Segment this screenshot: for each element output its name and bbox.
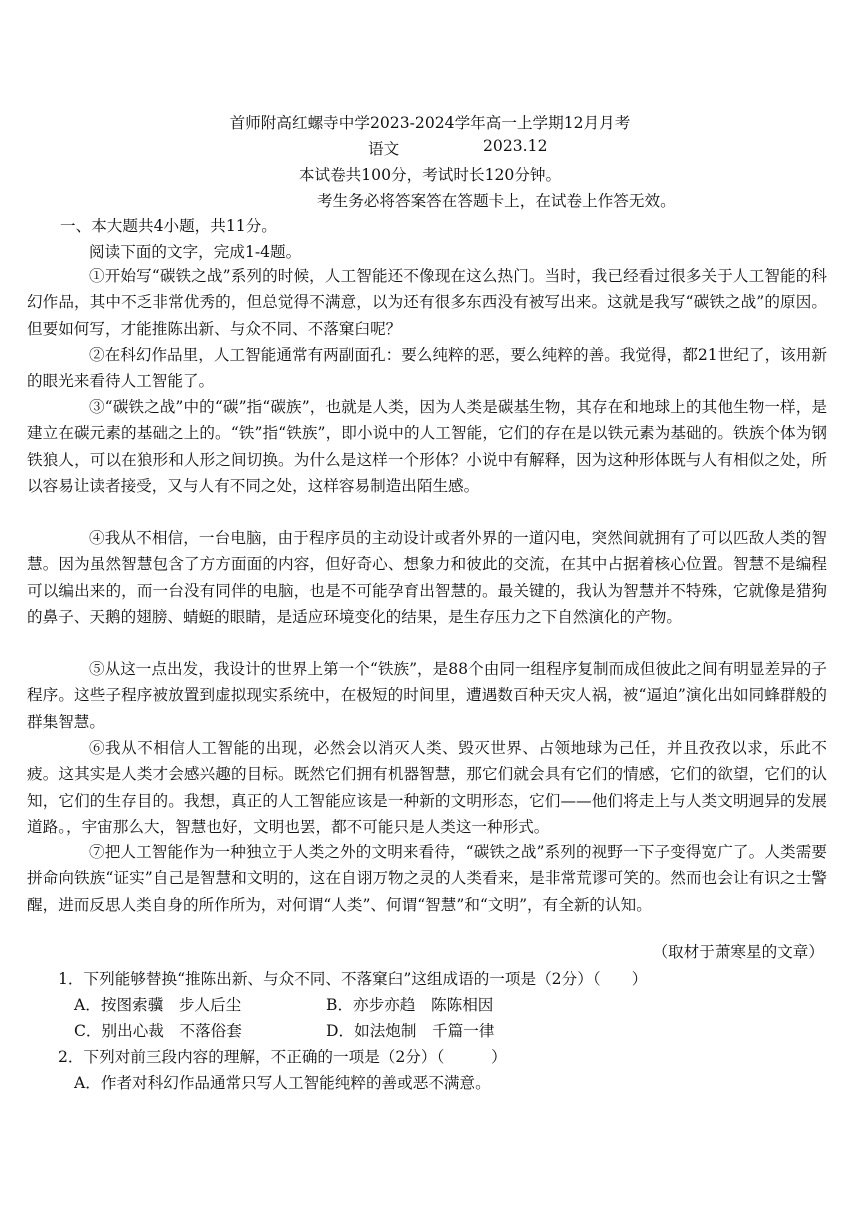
passage-paragraph-1: ①开始写“碳铁之战”系列的时候，人工智能还不像现在这么热门。当时，我已经看过很多关于人工智能的科幻作品，其中不乏非常优秀的，但总觉得不满意，以为还有很多东西没有被写出来。这就是我写“碳铁之战”的原因。但要如何写，才能推陈出新、与众不同、不落窠臼呢？ (27, 267, 827, 338)
passage-paragraph-6: ⑥我从不相信人工智能的出现，必然会以消灭人类、毁灭世界、占领地球为己任，并且孜孜以求，乐此不疲。这其实是人类才会感兴趣的目标。既然它们拥有机器智慧，那它们就会具有它们的情感，它们的欲望，它们的认知，它们的生存目的。我想，真正的人工智能应该是一种新的文明形态，它们——他们将走上与人类文明迥异的发展道路。，宇宙那么大，智慧也好，文明也罢，都不可能只是人类这一种形式。 (27, 739, 827, 837)
passage-paragraph-7: ⑦把人工智能作为一种独立于人类之外的文明来看待，“碳铁之战”系列的视野一下子变得宽广了。人类需要拼命向铁族“证实”自己是智慧和文明的，这在自诩万物之灵的人类看来，是非常荒谬可笑的。然而也会让有识之士警醒，进而反思人类自身的所作所为，对何谓“人类”、何谓“智慧”和“文明”，有全新的认知。 (27, 843, 827, 914)
question-2-option-a: A．作者对科幻作品通常只写人工智能纯粹的善或恶不满意。 (74, 1074, 491, 1092)
question-1-option-a: A．按图索骥 步人后尘 (74, 996, 242, 1014)
question-1-option-d: D．如法炮制 千篇一律 (326, 1022, 495, 1040)
reading-instruction: 阅读下面的文字，完成1-4题。 (89, 243, 302, 261)
passage-paragraph-4: ④我从不相信，一台电脑，由于程序员的主动设计或者外界的一道闪电，突然间就拥有了可以匹敌人类的智慧。因为虽然智慧包含了方方面面的内容，但好奇心、想象力和彼此的交流，在其中占据着核心位置。智慧不是编程可以编出来的，而一台没有同伴的电脑，也是不可能孕育出智慧的。最关键的，我认为智慧并不特殊，它就像是猎狗的鼻子、天鹅的翅膀、蜻蜓的眼睛，是适应环境变化的结果，是生存压力之下自然演化的产物。 (27, 529, 827, 627)
exam-date: 2023.12 (483, 137, 548, 155)
section-heading: 一、本大题共4小题，共11分。 (60, 217, 277, 235)
passage-paragraph-2: ②在科幻作品里，人工智能通常有两副面孔：要么纯粹的恶，要么纯粹的善。我觉得，都21世纪了，该用新的眼光来看待人工智能了。 (27, 346, 827, 391)
passage-source: （取材于萧寒星的文章） (652, 943, 824, 961)
question-1-option-b: B．亦步亦趋 陈陈相因 (326, 996, 494, 1014)
exam-title: 首师附高红螺寺中学2023-2024学年高一上学期12月月考 (229, 114, 631, 132)
exam-info-notice: 考生务必将答案答在答题卡上，在试卷上作答无效。 (317, 192, 676, 210)
passage-paragraph-5: ⑤从这一点出发，我设计的世界上第一个“铁族”，是88个由同一组程序复制而成但彼此之间有明显差异的子程序。这些子程序被放置到虚拟现实系统中，在极短的时间里，遭遇数百种天灾人祸，被“逼迫”演化出如同蜂群般的群集智慧。 (27, 660, 827, 731)
exam-info-duration: 本试卷共100分，考试时长120分钟。 (298, 166, 562, 184)
passage-paragraph-3: ③“碳铁之战”中的“碳”指“碳族”，也就是人类，因为人类是碳基生物，其存在和地球上的其他生物一样，是建立在碳元素的基础之上的。“铁”指“铁族”，即小说中的人工智能，它们的存在是以铁元素为基础的。铁族个体为钢铁狼人，可以在狼形和人形之间切换。为什么是这样一个形体？小说中有解释，因为这种形体既与人有相似之处，所以容易让读者接受，又与人有不同之处，这样容易制造出陌生感。 (27, 398, 827, 496)
question-1-option-c: C．别出心裁 不落俗套 (74, 1022, 242, 1040)
subject-label: 语文 (368, 140, 400, 158)
question-2-stem: 2．下列对前三段内容的理解，不正确的一项是（2分）（ ） (58, 1048, 507, 1066)
question-1-stem: 1．下列能够替换“推陈出新、与众不同、不落窠臼”这组成语的一项是（2分）（ ） (58, 970, 648, 988)
